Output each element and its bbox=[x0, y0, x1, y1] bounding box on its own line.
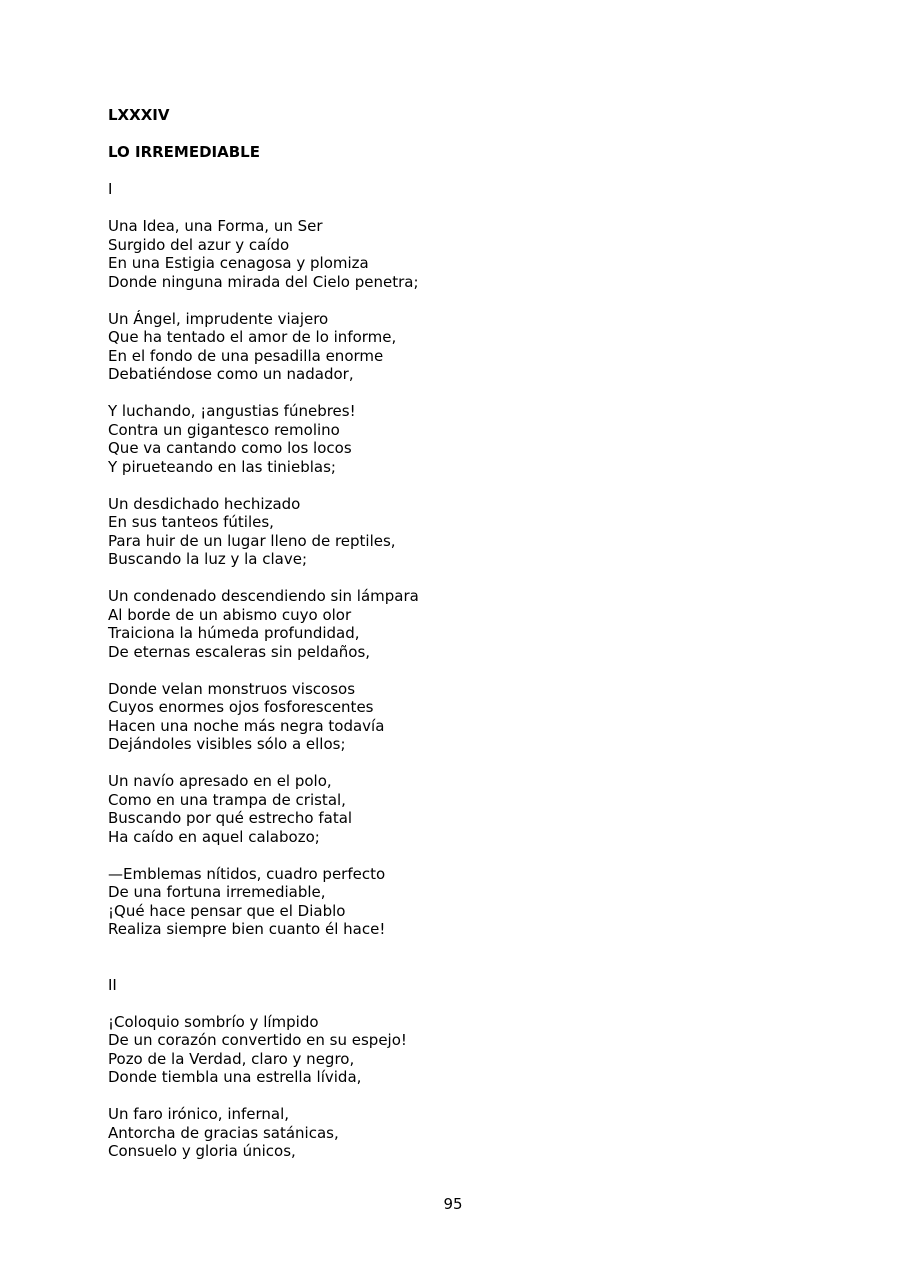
stanza bbox=[108, 772, 808, 846]
verse-line: Traiciona la húmeda profundidad, bbox=[108, 624, 360, 642]
verse-line: Un condenado descendiendo sin lámpara bbox=[108, 587, 419, 605]
verse-line: Un navío apresado en el polo, bbox=[108, 772, 332, 790]
stanza bbox=[108, 587, 808, 661]
verse-line: Cuyos enormes ojos fosforescentes bbox=[108, 698, 374, 716]
verse-line: ¡Qué hace pensar que el Diablo bbox=[108, 901, 346, 920]
verse-line: Un Ángel, imprudente viajero bbox=[108, 309, 329, 328]
verse-line: Consuelo y gloria únicos, bbox=[108, 1142, 296, 1160]
stanza bbox=[108, 402, 808, 476]
stanza bbox=[108, 495, 808, 569]
verse-line: Como en una trampa de cristal, bbox=[108, 790, 346, 809]
verse-line: Donde tiembla una estrella lívida, bbox=[108, 1068, 362, 1086]
part-separator bbox=[108, 939, 808, 958]
page-number: 95 bbox=[443, 1195, 463, 1213]
stanza bbox=[108, 217, 808, 291]
verse-line: De un corazón convertido en su espejo! bbox=[108, 1031, 407, 1049]
stanza bbox=[108, 310, 808, 384]
verse-line: En el fondo de una pesadilla enorme bbox=[108, 346, 384, 365]
verse-line: Un desdichado hechizado bbox=[108, 494, 301, 513]
verse-line: Debatiéndose como un nadador, bbox=[108, 365, 354, 383]
verse-line: Pozo de la Verdad, claro y negro, bbox=[108, 1049, 355, 1068]
verse-line: Un faro irónico, infernal, bbox=[108, 1105, 290, 1123]
verse-line: Y luchando, ¡angustias fúnebres! bbox=[108, 402, 356, 420]
verse-line: Realiza siempre bien cuanto él hace! bbox=[108, 920, 386, 938]
verse-line: De una fortuna irremediable, bbox=[108, 883, 326, 901]
verse-line: Contra un gigantesco remolino bbox=[108, 420, 340, 439]
verse-line: Al borde de un abismo cuyo olor bbox=[108, 605, 352, 624]
verse-line: En una Estigia cenagosa y plomiza bbox=[108, 254, 369, 272]
stanza bbox=[108, 1013, 808, 1087]
verse-line: En sus tanteos fútiles, bbox=[108, 513, 274, 531]
verse-line: Ha caído en aquel calabozo; bbox=[108, 827, 320, 846]
part-marker: I bbox=[108, 180, 113, 198]
document-page bbox=[108, 106, 808, 1161]
verse-line: Donde velan monstruos viscosos bbox=[108, 679, 356, 698]
verse-line: Donde ninguna mirada del Cielo penetra; bbox=[108, 272, 419, 291]
verse-line: —Emblemas nítidos, cuadro perfecto bbox=[108, 864, 386, 883]
verse-line: Y pirueteando en las tinieblas; bbox=[108, 457, 336, 476]
verse-line: Antorcha de gracias satánicas, bbox=[108, 1123, 339, 1142]
stanza bbox=[108, 680, 808, 754]
poem-body bbox=[108, 180, 808, 1161]
part-marker: II bbox=[108, 975, 117, 994]
verse-line: De eternas escaleras sin peldaños, bbox=[108, 642, 371, 661]
verse-line: Hacen una noche más negra todavía bbox=[108, 716, 385, 735]
stanza bbox=[108, 865, 808, 939]
verse-line: Que va cantando como los locos bbox=[108, 439, 352, 457]
verse-line: Para huir de un lugar lleno de reptiles, bbox=[108, 531, 396, 550]
poem-number: LXXXIV bbox=[108, 106, 170, 124]
stanza bbox=[108, 1105, 808, 1161]
verse-line: Que ha tentado el amor de lo informe, bbox=[108, 328, 397, 346]
verse-line: Buscando por qué estrecho fatal bbox=[108, 809, 353, 827]
verse-line: Buscando la luz y la clave; bbox=[108, 550, 308, 568]
verse-line: ¡Coloquio sombrío y límpido bbox=[108, 1012, 319, 1031]
verse-line: Una Idea, una Forma, un Ser bbox=[108, 217, 323, 235]
verse-line: Dejándoles visibles sólo a ellos; bbox=[108, 735, 346, 753]
poem-title: LO IRREMEDIABLE bbox=[108, 143, 260, 161]
verse-line: Surgido del azur y caído bbox=[108, 235, 290, 254]
